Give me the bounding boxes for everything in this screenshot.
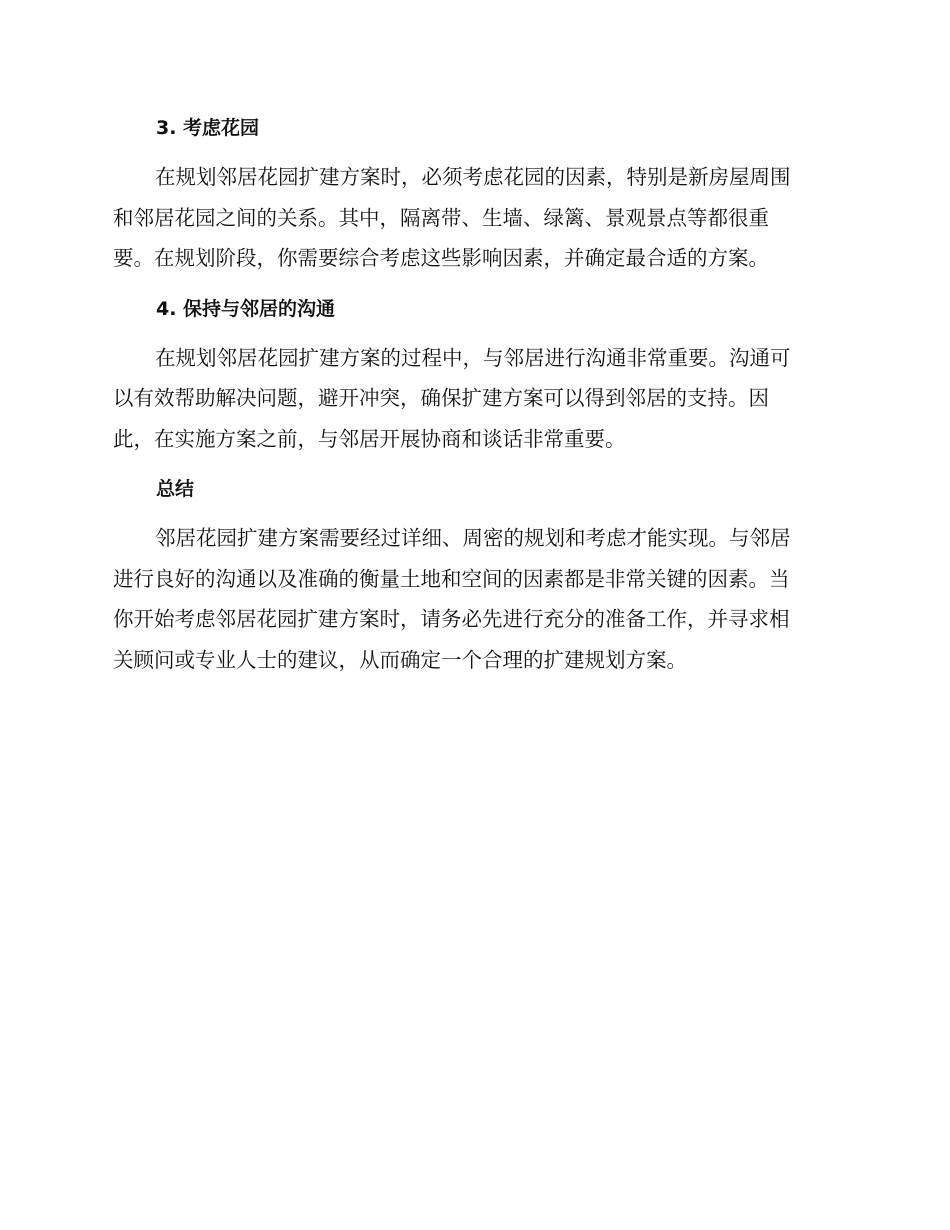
paragraph-line: 邻居花园扩建方案需要经过详细、周密的规划和考虑才能实现。与邻居 xyxy=(155,526,791,550)
paragraph-line: 和邻居花园之间的关系。其中，隔离带、生墙、绿篱、景观景点等都很重 xyxy=(113,205,769,230)
section-paragraph-summary xyxy=(113,518,833,680)
paragraph-line: 关顾问或专业人士的建议，从而确定一个合理的扩建规划方案。 xyxy=(113,647,687,672)
paragraph-line: 进行良好的沟通以及准确的衡量土地和空间的因素都是非常关键的因素。当 xyxy=(113,566,790,591)
paragraph-line: 你开始考虑邻居花园扩建方案时，请务必先进行充分的准备工作，并寻求相 xyxy=(113,607,790,631)
paragraph-line: 以有效帮助解决问题，避开冲突，确保扩建方案可以得到邻居的支持。因 xyxy=(113,386,769,410)
section-paragraph-garden xyxy=(113,157,833,279)
paragraph-line: 要。在规划阶段，你需要综合考虑这些影响因素，并确定最合适的方案。 xyxy=(113,246,769,270)
document-page xyxy=(113,108,833,690)
section-heading-communication: 4. 保持与邻居的沟通 xyxy=(156,297,336,320)
paragraph-line: 在规划邻居花园扩建方案的过程中，与邻居进行沟通非常重要。沟通可 xyxy=(155,345,791,370)
paragraph-line: 在规划邻居花园扩建方案时，必须考虑花园的因素，特别是新房屋周围 xyxy=(155,165,791,189)
section-heading-garden: 3. 考虑花园 xyxy=(156,117,260,139)
paragraph-line: 此，在实施方案之前，与邻居开展协商和谈话非常重要。 xyxy=(113,426,626,451)
section-heading-summary: 总结 xyxy=(156,478,195,500)
section-paragraph-communication xyxy=(113,338,833,460)
